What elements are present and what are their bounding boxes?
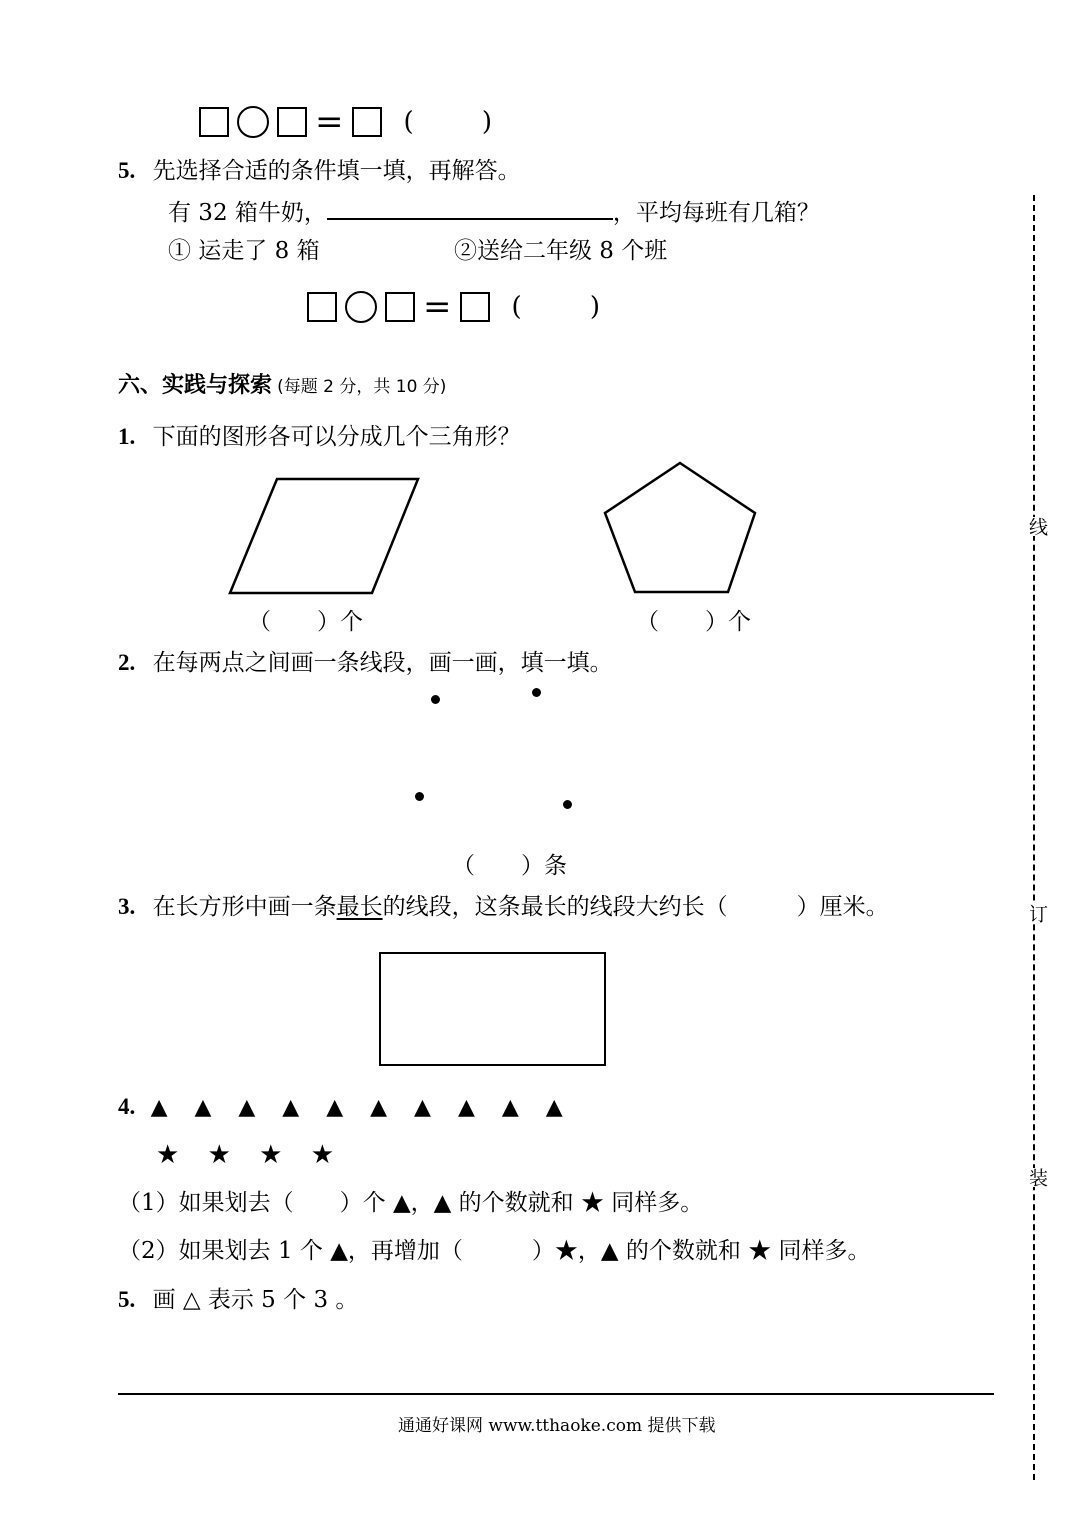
unit-paren[interactable]: ( ) [403, 107, 523, 137]
question-text: 在每两点之间画一条线段，画一画，填一填。 [152, 650, 613, 676]
side-label-ding: 订 [1024, 904, 1051, 923]
blank-box[interactable] [277, 107, 307, 137]
q5-statement [168, 196, 820, 228]
p5-prompt [118, 1285, 358, 1315]
footer-rule [118, 1393, 994, 1395]
blank-box[interactable] [307, 292, 337, 322]
point-dot[interactable] [415, 792, 424, 801]
footer-text: 通通好课网 www.tthaoke.com 提供下载 [398, 1416, 716, 1436]
question-text-pre: 在长方形中画一条 [152, 894, 337, 920]
p1-answer-2[interactable]: （ ）个 [636, 609, 751, 635]
top-equation [199, 102, 523, 142]
side-label-xian: 线 [1024, 517, 1051, 536]
question-text-post: 的线段，这条最长的线段大约长（ ）厘米。 [382, 894, 889, 920]
binding-dashed-line [1033, 195, 1035, 1480]
triangle-icons: ▲ ▲ ▲ ▲ ▲ ▲ ▲ ▲ ▲ ▲ [150, 1095, 573, 1120]
p3-prompt [118, 892, 889, 922]
equals-sign: = [423, 287, 452, 327]
statement-suffix: ，平均每班有几箱？ [612, 200, 820, 226]
rectangle-shape[interactable] [379, 952, 606, 1066]
q5-option-1: ① 运走了 8 箱 [168, 238, 320, 264]
question-text: 画 △ 表示 5 个 3 。 [152, 1287, 359, 1313]
q5-option-2: ②送给二年级 8 个班 [454, 238, 668, 264]
statement-prefix: 有 32 箱牛奶， [168, 200, 327, 226]
blank-box[interactable] [460, 292, 490, 322]
question-text: 下面的图形各可以分成几个三角形？ [152, 424, 521, 450]
star-icons: ★ ★ ★ ★ [156, 1140, 345, 1170]
p4-sub-1: （1）如果划去（ ）个 ▲，▲ 的个数就和 ★ 同样多。 [118, 1190, 704, 1216]
p1-answer-1[interactable]: （ ）个 [248, 609, 363, 635]
blank-box[interactable] [385, 292, 415, 322]
underlined-word: 最长 [336, 894, 383, 920]
fill-blank-line[interactable] [327, 196, 613, 220]
section-note: (每题 2 分，共 10 分) [277, 377, 447, 397]
q5-prompt [118, 156, 521, 186]
blank-box[interactable] [352, 107, 382, 137]
section-6-header [118, 368, 446, 399]
question-number: 1. [118, 424, 136, 449]
operator-circle[interactable] [345, 291, 377, 323]
point-dot[interactable] [431, 695, 440, 704]
point-dot[interactable] [532, 688, 541, 697]
side-label-zhuang: 装 [1024, 1168, 1051, 1187]
parallelogram-shape [225, 474, 425, 600]
question-number: 2. [118, 650, 136, 675]
question-number: 4. [118, 1094, 136, 1119]
pentagon-shape [600, 458, 762, 600]
q5-equation [307, 287, 631, 327]
blank-box[interactable] [199, 107, 229, 137]
unit-paren[interactable]: ( ) [511, 292, 631, 322]
section-title: 六、实践与探索 [118, 373, 273, 398]
p2-prompt [118, 648, 613, 678]
question-number: 3. [118, 894, 136, 919]
p2-answer[interactable]: （ ）条 [452, 853, 567, 879]
p4-sub-2: （2）如果划去 1 个 ▲，再增加（ ）★，▲ 的个数就和 ★ 同样多。 [118, 1238, 871, 1264]
question-text: 先选择合适的条件填一填，再解答。 [152, 158, 521, 184]
question-number: 5. [118, 158, 136, 183]
point-dot[interactable] [563, 800, 572, 809]
operator-circle[interactable] [237, 106, 269, 138]
equals-sign: = [315, 102, 344, 142]
p4-triangles-row [118, 1092, 573, 1123]
question-number: 5. [118, 1287, 136, 1312]
p1-prompt [118, 422, 521, 452]
